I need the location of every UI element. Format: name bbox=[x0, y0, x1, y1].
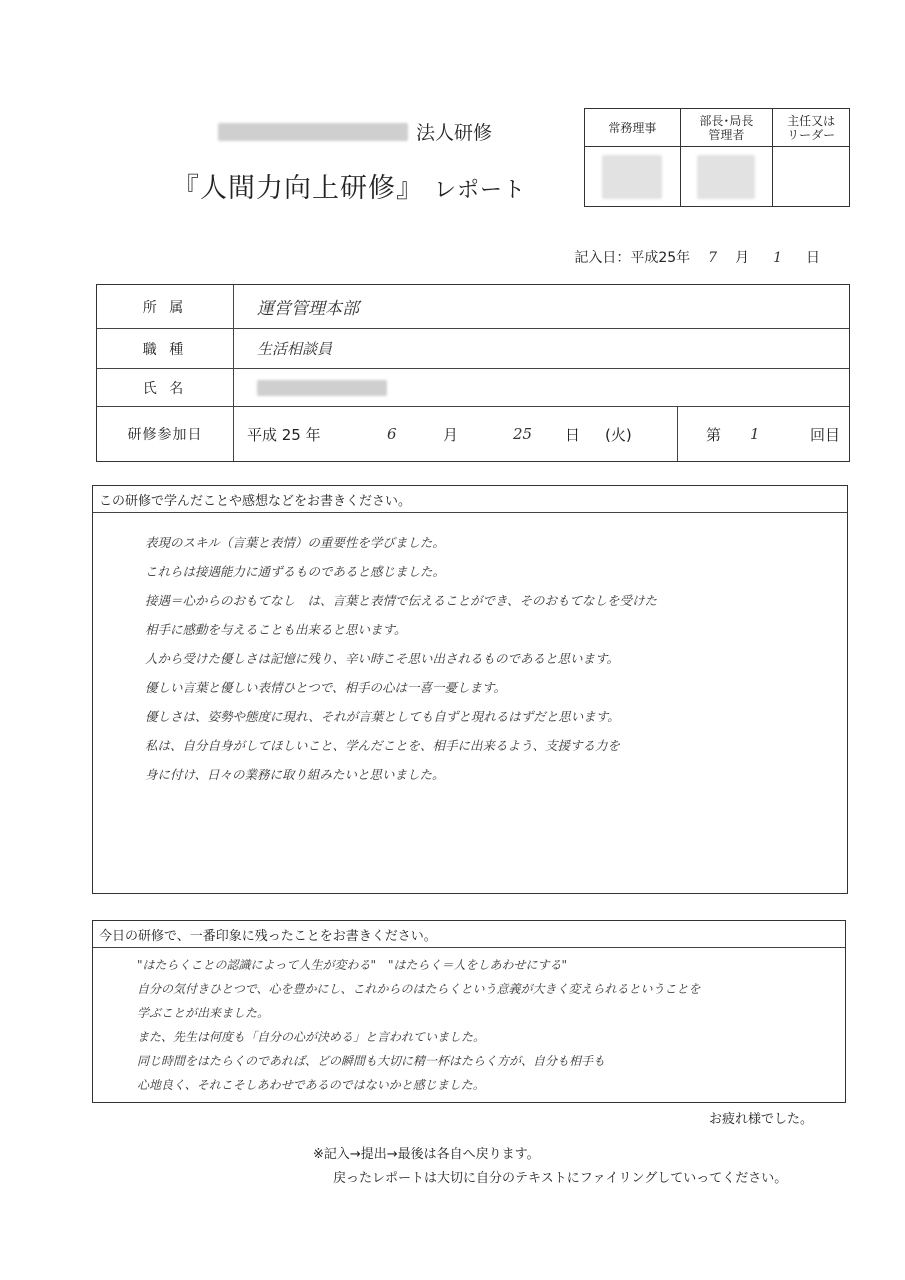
name-row bbox=[97, 369, 849, 407]
approval-table bbox=[584, 108, 850, 207]
answer-line: "はたらくことの認識によって人生が変わる" "はたらく＝人をしあわせにする" bbox=[137, 958, 568, 972]
org-title bbox=[218, 118, 492, 145]
stamp-cell-leader[interactable] bbox=[773, 147, 850, 207]
answer-line: 同じ時間をはたらくのであれば、どの瞬間も大切に精一杯はたらく方が、自分も相手も bbox=[137, 1054, 606, 1068]
answer-line: 心地良く、それこそしあわせであるのではないかと感じました。 bbox=[137, 1078, 485, 1092]
participation-date bbox=[247, 407, 677, 461]
answer-line: 学ぶことが出来ました。 bbox=[137, 1006, 270, 1020]
affiliation-label: 所 属 bbox=[97, 285, 234, 328]
redacted-stamp bbox=[602, 155, 662, 199]
answer-line: 相手に感動を与えることも出来ると思います。 bbox=[145, 622, 407, 637]
answer-line: 私は、自分自身がしてほしいこと、学んだことを、相手に出来るよう、支援する力を bbox=[145, 738, 621, 753]
learnings-section bbox=[92, 485, 848, 894]
impression-answer[interactable] bbox=[93, 948, 845, 1100]
session-number[interactable]: 1 bbox=[750, 425, 760, 443]
report-title-sub: レポート bbox=[434, 178, 527, 203]
session-count bbox=[677, 407, 850, 461]
answer-line: また、先生は何度も「自分の心が決める」と言われていました。 bbox=[137, 1030, 486, 1044]
learnings-answer[interactable] bbox=[93, 513, 847, 794]
job-value[interactable]: 生活相談員 bbox=[257, 340, 333, 358]
entry-date-day-unit: 日 bbox=[806, 250, 820, 266]
answer-line: 表現のスキル（言葉と表情）の重要性を学びました。 bbox=[145, 535, 445, 550]
stamp-cell-manager[interactable] bbox=[680, 147, 773, 207]
entry-date-label: 記入日：平成25年 bbox=[574, 250, 691, 266]
answer-line: 自分の気付きひとつで、心を豊かにし、これからのはたらくという意義が大きく変えられるということを bbox=[137, 982, 701, 996]
approval-col-leader: 主任又は リーダー bbox=[773, 109, 850, 147]
date-row bbox=[97, 407, 849, 461]
report-title-main: 『人間力向上研修』 bbox=[172, 173, 424, 204]
affiliation-value[interactable]: 運営管理本部 bbox=[257, 299, 359, 319]
date-era: 平成 25 年 bbox=[247, 425, 321, 444]
impression-section bbox=[92, 920, 846, 1103]
entry-date-month[interactable]: 7 bbox=[708, 250, 718, 266]
org-suffix: 法人研修 bbox=[416, 122, 493, 144]
date-day[interactable]: 25 bbox=[513, 425, 533, 443]
approval-col-manager: 部長･局長 管理者 bbox=[680, 109, 773, 147]
answer-line: 人から受けた優しさは記憶に残り、辛い時こそ思い出されるものであると思います。 bbox=[145, 651, 620, 666]
info-table bbox=[96, 284, 850, 462]
job-label: 職 種 bbox=[97, 329, 234, 368]
answer-line: 身に付け、日々の業務に取り組みたいと思いました。 bbox=[145, 767, 445, 782]
answer-line: 優しい言葉と優しい表情ひとつで、相手の心は一喜一憂します。 bbox=[145, 680, 507, 695]
date-month[interactable]: 6 bbox=[387, 425, 397, 443]
footer-note-1: ※記入→提出→最後は各自へ戻ります。 bbox=[313, 1147, 540, 1162]
signoff-text: お疲れ様でした。 bbox=[708, 1112, 813, 1127]
session-suffix: 回目 bbox=[810, 425, 841, 444]
date-label: 研修参加日 bbox=[97, 407, 234, 461]
affiliation-row bbox=[97, 285, 849, 329]
entry-date-day[interactable]: 1 bbox=[773, 250, 782, 266]
entry-date-month-unit: 月 bbox=[735, 250, 750, 266]
report-title bbox=[172, 166, 526, 205]
redacted-stamp bbox=[697, 155, 755, 199]
entry-date bbox=[574, 247, 820, 267]
answer-line: 接遇＝心からのおもてなし は、言葉と表情で伝えることができ、そのおもてなしを受けた bbox=[145, 593, 658, 608]
redacted-org-name bbox=[218, 123, 408, 141]
name-label: 氏 名 bbox=[97, 369, 234, 406]
impression-heading: 今日の研修で、一番印象に残ったことをお書きください。 bbox=[93, 921, 845, 948]
answer-line: 優しさは、姿勢や態度に現れ、それが言葉としても自ずと現れるはずだと思います。 bbox=[145, 709, 620, 724]
name-value[interactable] bbox=[257, 369, 387, 406]
answer-line: これらは接遇能力に通ずるものであると感じました。 bbox=[145, 564, 446, 579]
job-row bbox=[97, 329, 849, 369]
footer-note-2: 戻ったレポートは大切に自分のテキストにファイリングしていってください。 bbox=[333, 1171, 788, 1186]
stamp-cell-executive[interactable] bbox=[585, 147, 681, 207]
date-weekday: (火) bbox=[605, 425, 632, 444]
approval-col-executive: 常務理事 bbox=[585, 109, 681, 147]
learnings-heading: この研修で学んだことや感想などをお書きください。 bbox=[93, 486, 847, 513]
session-prefix: 第 bbox=[706, 425, 722, 444]
redacted-name bbox=[257, 380, 387, 396]
date-month-unit: 月 bbox=[443, 425, 459, 444]
date-day-unit: 日 bbox=[565, 425, 581, 444]
